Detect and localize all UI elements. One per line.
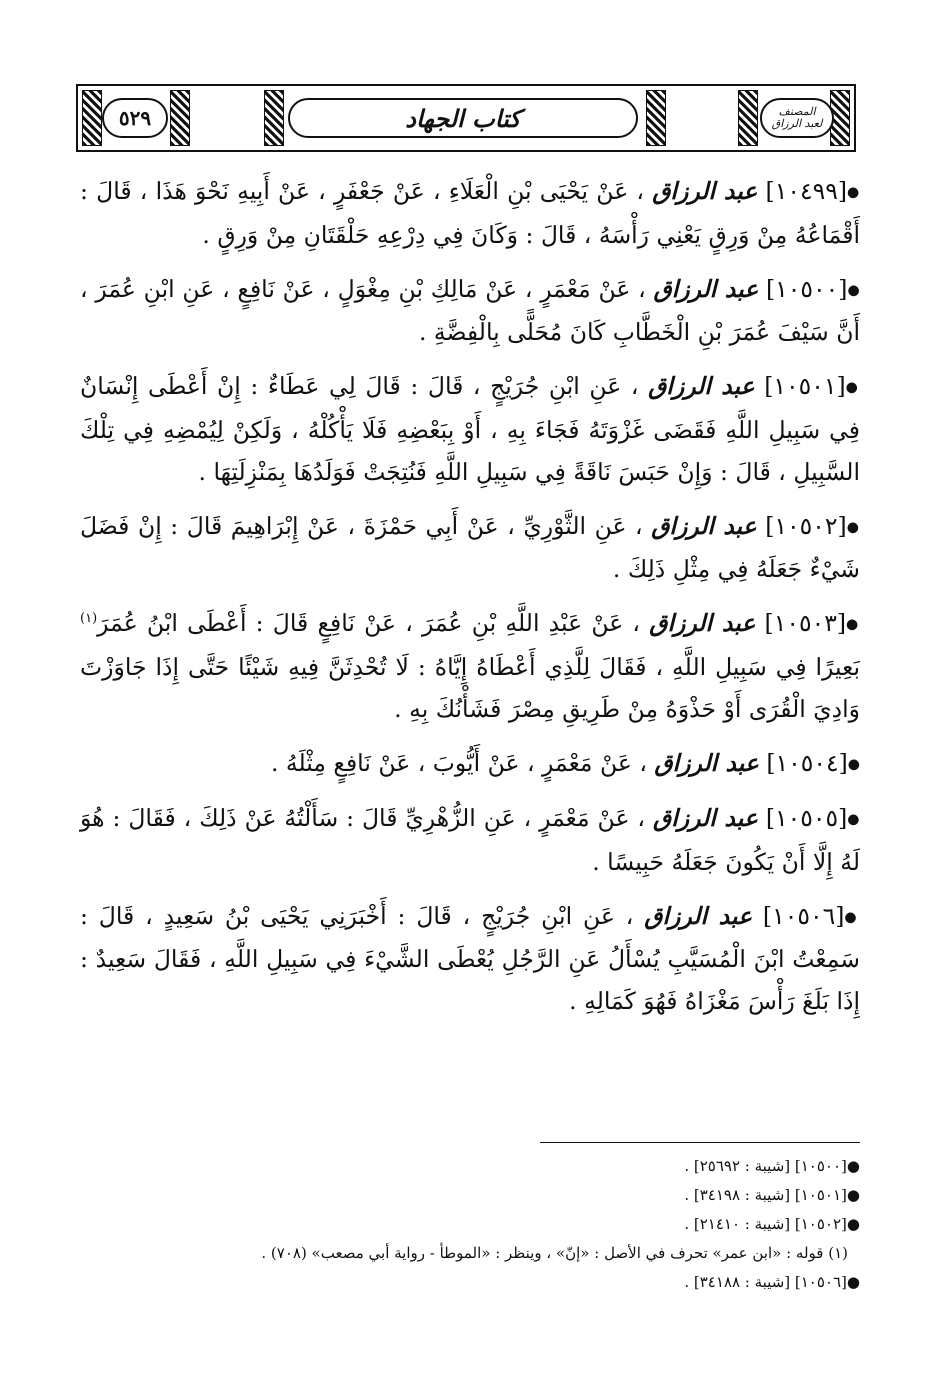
bullet-icon: ●	[846, 1157, 860, 1175]
hadith-entry	[80, 742, 860, 786]
ornament-band	[264, 90, 284, 146]
narrator-name: عبد الرزاق	[652, 804, 758, 832]
hadith-text: ، عَنِ ابْنِ جُرَيْجٍ ، قَالَ : قَالَ لِي عَطَاءٌ : إِنْ أَعْطَى إِنْسَانٌ فِي سَبِيلِ اللَّهِ فَقَضَى غَزْوَتَهُ فَجَاءَ بِهِ ، أَوْ بِبَعْضِهِ فَلَا يَأْكُلْهُ ، وَلَكِنْ لِيُمْضِهِ فِي تِلْكَ السَّبِيلِ ، قَالَ : وَإِنْ حَبَسَ نَاقَةً فِي سَبِيلِ اللَّهِ فَنُتِجَتْ فَوَلَدُهَا بِمَنْزِلَتِهَا .	[80, 372, 860, 486]
hadith-entry	[80, 268, 860, 354]
hadith-number: [١٠٥٠٣]	[764, 609, 847, 637]
narrator-name: عبد الرزاق	[653, 274, 759, 303]
hadith-entry	[80, 505, 860, 591]
narrator-name: عبد الرزاق	[648, 372, 755, 400]
logo-line: المصنف	[778, 105, 816, 118]
bullet-icon: ●	[846, 1215, 860, 1233]
footnote-text: [١٠٥٠٢] [شيبة : ٢١٤١٠] .	[684, 1215, 847, 1233]
narrator-name: عبد الرزاق	[644, 901, 753, 930]
footnote-item	[80, 1181, 860, 1210]
hadith-entry	[80, 895, 860, 1023]
hadith-entry	[80, 602, 860, 730]
ornament-band	[646, 90, 666, 146]
hadith-text: ، عَنْ يَحْيَى بْنِ الْعَلَاءِ ، عَنْ جَعْفَرٍ ، عَنْ أَبِيهِ نَحْوَ هَذَا ، قَالَ : أَقْمَاعُهُ مِنْ وَرِقٍ يَعْنِي رَأْسَهُ ، قَالَ : وَكَانَ فِي دِرْعِهِ حَلْقَتَانِ مِنْ وَرِقٍ .	[80, 177, 860, 249]
hadith-text: ، عَنْ مَعْمَرٍ ، عَنْ مَالِكِ بْنِ مِغْوَلٍ ، عَنْ نَافِعٍ ، عَنِ ابْنِ عُمَرَ ، أَنَّ سَيْفَ عُمَرَ بْنِ الْخَطَّابِ كَانَ مُحَلًّى بِالْفِضَّةِ .	[80, 274, 860, 346]
hadith-number: [١٠٥٠٥]	[765, 804, 848, 832]
footnotes	[80, 1152, 860, 1297]
footnote-item	[80, 1210, 860, 1239]
hadith-text: ، عَنِ الثَّوْرِيِّ ، عَنْ أَبِي حَمْزَةَ ، عَنْ إِبْرَاهِيمَ قَالَ : إِنْ فَضَلَ شَيْءٌ جَعَلَهُ فِي مِثْلِ ذَلِكَ .	[80, 511, 860, 583]
footnote-item	[80, 1239, 860, 1268]
bullet-icon: ●	[844, 909, 860, 925]
footnote-text: (١) قوله : «ابن عمر» تحرف في الأصل : «إنّ» ، وينظر : «الموطأ - رواية أبي مصعب» (٧٠٨) .	[261, 1244, 848, 1262]
main-text	[80, 170, 860, 1034]
chapter-title: كتاب الجهاد	[288, 98, 638, 138]
hadith-entry	[80, 365, 860, 493]
narrator-name: عبد الرزاق	[649, 609, 756, 637]
narrator-name: عبد الرزاق	[652, 177, 758, 205]
hadith-number: [١٠٥٠٤]	[766, 748, 848, 777]
hadith-text: ، عَنْ عَبْدِ اللَّهِ بْنِ عُمَرَ ، عَنْ نَافِعٍ قَالَ : أَعْطَى ابْنُ عُمَرَ	[97, 609, 641, 637]
footnote-text: [١٠٥٠١] [شيبة : ٣٤١٩٨] .	[684, 1186, 847, 1204]
hadith-number: [١٠٥٠١]	[764, 372, 846, 400]
bullet-icon: ●	[846, 616, 860, 633]
hadith-text: ، عَنِ ابْنِ جُرَيْجٍ ، قَالَ : أَخْبَرَنِي يَحْيَى بْنُ سَعِيدٍ ، قَالَ : سَمِعْتُ ابْنَ الْمُسَيَّبِ يُسْأَلُ عَنِ الرَّجُلِ يُعْطَى الشَّيْءَ فِي سَبِيلِ اللَّهِ ، فَقَالَ سَعِيدٌ : إِذَا بَلَغَ رَأْسَ مَغْزَاهُ فَهُوَ كَمَالِهِ .	[80, 901, 860, 1015]
hadith-text-continued: بَعِيرًا فِي سَبِيلِ اللَّهِ ، فَقَالَ لِلَّذِي أَعْطَاهُ إِيَّاهُ : لَا تُحْدِثَنَّ فِيهِ شَيْئًا حَتَّى إِذَا جَاوَزْتَ وَادِيَ الْقُرَى أَوْ حَذْوَهُ مِنْ طَرِيقِ مِصْرَ فَشَأْنُكَ بِهِ .	[80, 652, 860, 723]
bullet-icon: ●	[847, 282, 860, 298]
bullet-icon: ●	[847, 184, 860, 201]
hadith-number: [١٠٥٠٠]	[766, 274, 848, 303]
bullet-icon: ●	[846, 1273, 860, 1291]
ornament-band	[170, 90, 190, 146]
hadith-text: ، عَنْ مَعْمَرٍ ، عَنْ أَيُّوبَ ، عَنْ نَافِعٍ مِثْلَهُ .	[270, 748, 647, 777]
footnote-item	[80, 1152, 860, 1181]
bullet-icon: ●	[846, 519, 860, 535]
bullet-icon: ●	[845, 379, 860, 396]
hadith-entry	[80, 170, 860, 256]
hadith-number: [١٠٥٠٢]	[765, 511, 847, 540]
running-header	[76, 84, 856, 152]
hadith-number: [١٠٥٠٦]	[762, 901, 845, 930]
narrator-name: عبد الرزاق	[654, 748, 759, 777]
footnote-text: [١٠٥٠٦] [شيبة : ٣٤١٨٨] .	[684, 1273, 847, 1291]
ornament-band	[738, 90, 758, 146]
footnote-divider	[540, 1142, 860, 1143]
logo-line: لعبد الرزاق	[771, 117, 823, 130]
bullet-icon: ●	[846, 1186, 860, 1204]
bullet-icon: ●	[847, 811, 860, 828]
footnote-text: [١٠٥٠٠] [شيبة : ٢٥٦٩٢] .	[684, 1157, 847, 1175]
bullet-icon: ●	[847, 756, 860, 772]
footnote-marker[interactable]: (١)	[80, 611, 98, 627]
narrator-name: عبد الرزاق	[651, 511, 757, 540]
footnote-item	[80, 1268, 860, 1297]
page-number: ٥٢٩	[102, 98, 168, 138]
hadith-text: ، عَنْ مَعْمَرٍ ، عَنِ الزُّهْرِيِّ قَالَ : سَأَلْتُهُ عَنْ ذَلِكَ ، فَقَالَ : هُوَ لَهُ إِلَّا أَنْ يَكُونَ جَعَلَهُ حَبِيسًا .	[80, 804, 860, 876]
hadith-number: [١٠٤٩٩]	[765, 177, 848, 205]
book-logo	[760, 98, 834, 138]
ornament-band	[82, 90, 102, 146]
hadith-entry	[80, 797, 860, 883]
